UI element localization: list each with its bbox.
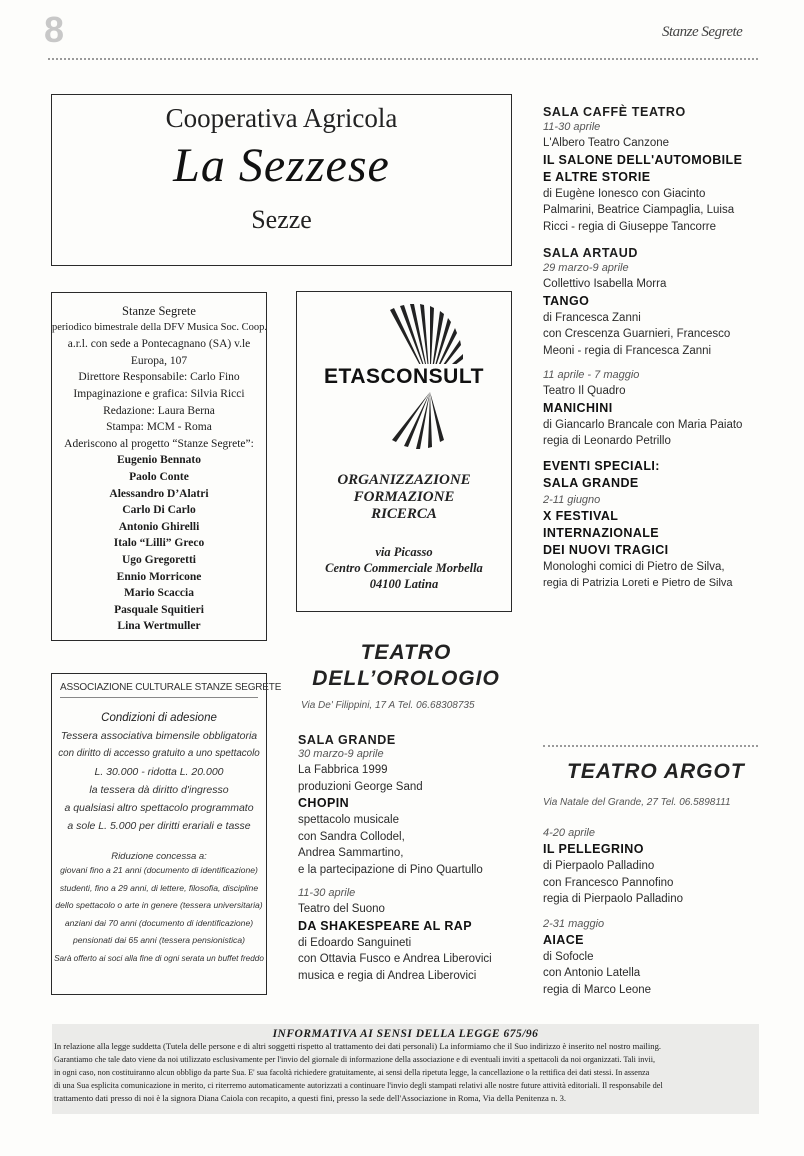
coop-line1: Cooperativa Agricola: [165, 103, 398, 133]
event-dates: 2-11 giugno: [543, 493, 601, 506]
etas-address-1: via Picasso: [375, 545, 433, 559]
event-dates: 29 marzo-9 aprile: [543, 262, 629, 274]
event-line: produzioni George Sand: [298, 780, 423, 793]
etas-tagline-1: ORGANIZZAZIONE: [337, 472, 471, 488]
coop-ad: [51, 94, 512, 266]
informativa-line: Garantiamo che tale dato viene da noi utilizzato esclusivamente per l'invio del giornale di informazione della associazione e di eventuali inviti a spettacoli da noi organizzati. Tali invii,: [54, 1055, 656, 1064]
member: Pasquale Squitieri: [114, 603, 204, 616]
etas-address-3: 04100 Latina: [369, 577, 439, 591]
event-dates: 11 aprile - 7 maggio: [543, 369, 640, 381]
event-line: Teatro del Suono: [298, 903, 385, 915]
etas-tagline-2: FORMAZIONE: [353, 489, 455, 505]
sala-caffe-header: SALA CAFFÈ TEATRO: [543, 105, 686, 119]
member: Ugo Gregoretti: [122, 553, 196, 566]
orologio-title-2: DELL’OROLOGIO: [312, 667, 500, 690]
event-title: CHOPIN: [298, 796, 350, 810]
argot-title: TEATRO ARGOT: [567, 760, 745, 783]
event-line: e la partecipazione di Pino Quartullo: [298, 863, 483, 876]
masthead-info-3: Direttore Responsabile: Carlo Fino: [78, 371, 240, 384]
reduction: Sarà offerto ai soci alla fine di ogni serata un buffet freddo: [54, 953, 264, 963]
informativa-title: INFORMATIVA AI SENSI DELLA LEGGE 675/96: [272, 1028, 539, 1040]
etas-brand: ETASCONSULT: [297, 364, 511, 390]
reductions-title: Riduzione concessa a:: [111, 851, 207, 862]
event-line: musica e regia di Andrea Liberovici: [298, 969, 477, 982]
member: Italo “Lilli” Greco: [113, 537, 205, 550]
associazione-box: [51, 673, 282, 995]
masthead-info-6: Stampa: MCM - Roma: [106, 421, 212, 434]
event-line: regia di Pierpaolo Palladino: [543, 893, 684, 905]
event-line: di Eugène Ionesco con Giacinto: [543, 187, 706, 200]
event-title: DA SHAKESPEARE AL RAP: [298, 918, 472, 933]
orologio-sala-grande: SALA GRANDE: [298, 733, 396, 747]
reduction: giovani fino a 21 anni (documento di identificazione): [60, 865, 258, 875]
event-line: con Crescenza Guarnieri, Francesco: [543, 328, 731, 340]
event-dates: 2-31 maggio: [543, 917, 605, 930]
event-title: MANICHINI: [543, 400, 613, 415]
event-line: spettacolo musicale: [298, 814, 399, 826]
page-number: 8: [44, 9, 65, 50]
event-line: Collettivo Isabella Morra: [543, 278, 667, 290]
event-line: La Fabbrica 1999: [298, 764, 388, 776]
condition: a qualsiasi altro spettacolo programmato: [64, 802, 254, 814]
reduction: dello spettacolo o arte in genere (tessera universitaria): [55, 900, 263, 911]
member: Antonio Ghirelli: [118, 520, 200, 533]
event-line: Ricci - regia di Giuseppe Tancorre: [543, 220, 717, 233]
informativa-line: di una Sua esplicita comunicazione in merito, ci riterremo automaticamente autorizzati a continuare l'invio degli stampati relativi alle nostre future attività editoriali. Il responsabile del: [54, 1081, 663, 1090]
event-line: di Pierpaolo Palladino: [543, 860, 655, 872]
event-line: di Francesca Zanni: [543, 311, 641, 324]
member: Ennio Morricone: [116, 570, 202, 583]
informativa-line: In relazione alla legge suddetta (Tutela delle persone e di altri soggetti rispetto al trattamento dei dati personali) La informiamo che il Suo indirizzo è inserito nel nostro mailing.: [54, 1041, 662, 1051]
event-title: E ALTRE STORIE: [543, 169, 651, 184]
condition: L. 30.000 - ridotta L. 20.000: [94, 766, 224, 778]
orologio-address: Via De' Filippini, 17 A Tel. 06.68308735: [301, 700, 475, 711]
member: Paolo Conte: [129, 470, 189, 483]
argot-rule: [543, 745, 758, 747]
coop-town: Sezze: [251, 205, 312, 234]
coop-name: La Sezzese: [173, 139, 390, 192]
argot-address: Via Natale del Grande, 27 Tel. 06.5898111: [543, 797, 731, 808]
event-line: con Antonio Latella: [543, 967, 641, 979]
event-line: con Sandra Collodel,: [298, 830, 405, 843]
member: Eugenio Bennato: [116, 454, 202, 467]
sala-grande-header: SALA GRANDE: [543, 475, 639, 490]
etas-address-2: Centro Commerciale Morbella: [325, 561, 483, 575]
orologio-title-1: TEATRO: [360, 641, 452, 664]
event-title: IL SALONE DELL'AUTOMOBILE: [543, 152, 743, 167]
member: Lina Wertmuller: [117, 620, 201, 633]
condition: Tessera associativa bimensile obbligatoria: [60, 730, 258, 742]
event-line: Teatro Il Quadro: [543, 385, 626, 397]
etas-tagline-3: RICERCA: [371, 506, 437, 522]
event-dates: 11-30 aprile: [543, 121, 601, 133]
condition: a sole L. 5.000 per diritti erariali e tasse: [67, 820, 251, 832]
informativa-line: in ogni caso, non costituiranno alcun obbligo da parte Sua. E' sua facoltà richiedere gratuitamente, ai sensi della ripetuta legge, la cancellazione o la rettifica dei dati stessi. In assenza: [54, 1068, 650, 1077]
masthead-info-0: periodico bimestrale della DFV Musica Soc. Coop.: [52, 321, 268, 333]
event-line: Andrea Sammartino,: [298, 847, 404, 859]
eventi-speciali-header: EVENTI SPECIALI:: [543, 458, 660, 473]
informativa-box: [52, 1024, 759, 1114]
associazione-title: ASSOCIAZIONE CULTURALE STANZE SEGRETE: [60, 682, 258, 698]
event-title: IL PELLEGRINO: [543, 842, 644, 856]
event-line: di Sofocle: [543, 950, 594, 963]
reduction: pensionati dai 65 anni (tessera pensionistica): [73, 935, 245, 946]
event-line: Palmarini, Beatrice Ciampaglia, Luisa: [543, 204, 735, 216]
associazione-subtitle: Condizioni di adesione: [101, 712, 217, 724]
event-line: di Giancarlo Brancale con Maria Paiato: [543, 418, 743, 431]
sala-artaud-header: SALA ARTAUD: [543, 246, 639, 260]
condition: la tessera dà diritto d'ingresso: [89, 784, 229, 796]
reduction: studenti, fino a 29 anni, di lettere, filosofia, discipline: [59, 882, 259, 893]
event-line: Meoni - regia di Francesca Zanni: [543, 344, 712, 357]
event-title: X FESTIVAL: [543, 508, 619, 523]
condition: con diritto di accesso gratuito a uno spettacolo: [58, 748, 260, 759]
member: Alessandro D’Alatri: [109, 487, 209, 500]
masthead-info-4: Impaginazione e grafica: Silvia Ricci: [73, 387, 245, 400]
masthead-box: [51, 292, 267, 641]
event-dates: 11-30 aprile: [298, 887, 356, 899]
event-title: DEI NUOVI TRAGICI: [543, 542, 669, 557]
event-dates: 30 marzo-9 aprile: [298, 748, 384, 760]
etas-ad: [296, 291, 512, 612]
event-title: TANGO: [543, 293, 590, 308]
event-line: regia di Marco Leone: [543, 983, 652, 996]
header-rule: [48, 58, 758, 60]
logo: Stanze Segrete: [662, 24, 743, 40]
masthead-info-2: Europa, 107: [130, 354, 188, 367]
event-title: AIACE: [543, 932, 584, 947]
masthead-info-7: Aderiscono al progetto “Stanze Segrete”:: [64, 437, 254, 450]
event-line: con Ottavia Fusco e Andrea Liberovici: [298, 953, 492, 965]
event-line: con Francesco Pannofino: [543, 876, 674, 889]
masthead-title: Stanze Segrete: [122, 304, 196, 318]
event-dates: 4-20 aprile: [543, 827, 595, 839]
event-line: Monologhi comici di Pietro de Silva,: [543, 560, 725, 573]
event-line: L'Albero Teatro Canzone: [543, 137, 670, 149]
masthead-info-5: Redazione: Laura Berna: [103, 404, 215, 417]
event-title: INTERNAZIONALE: [543, 525, 660, 540]
event-line: regia di Patrizia Loreti e Pietro de Silva: [543, 577, 733, 589]
right-column: [543, 105, 773, 592]
event-line: di Edoardo Sanguineti: [298, 936, 412, 949]
reduction: anziani dai 70 anni (documento di identificazione): [64, 917, 254, 928]
informativa-line: trattamento dati presso di noi è la signora Diana Caiola con recapito, a questi fini, presso la sede dell'Associazione in Roma, Via della Penitenza n. 3.: [54, 1093, 567, 1103]
event-line: regia di Leonardo Petrillo: [543, 435, 671, 447]
etas-logo-lower-icon: [330, 392, 480, 452]
masthead-info-1: a.r.l. con sede a Pontecagnano (SA) v.le: [67, 338, 251, 351]
member: Mario Scaccia: [124, 587, 194, 600]
member: Carlo Di Carlo: [122, 504, 196, 517]
